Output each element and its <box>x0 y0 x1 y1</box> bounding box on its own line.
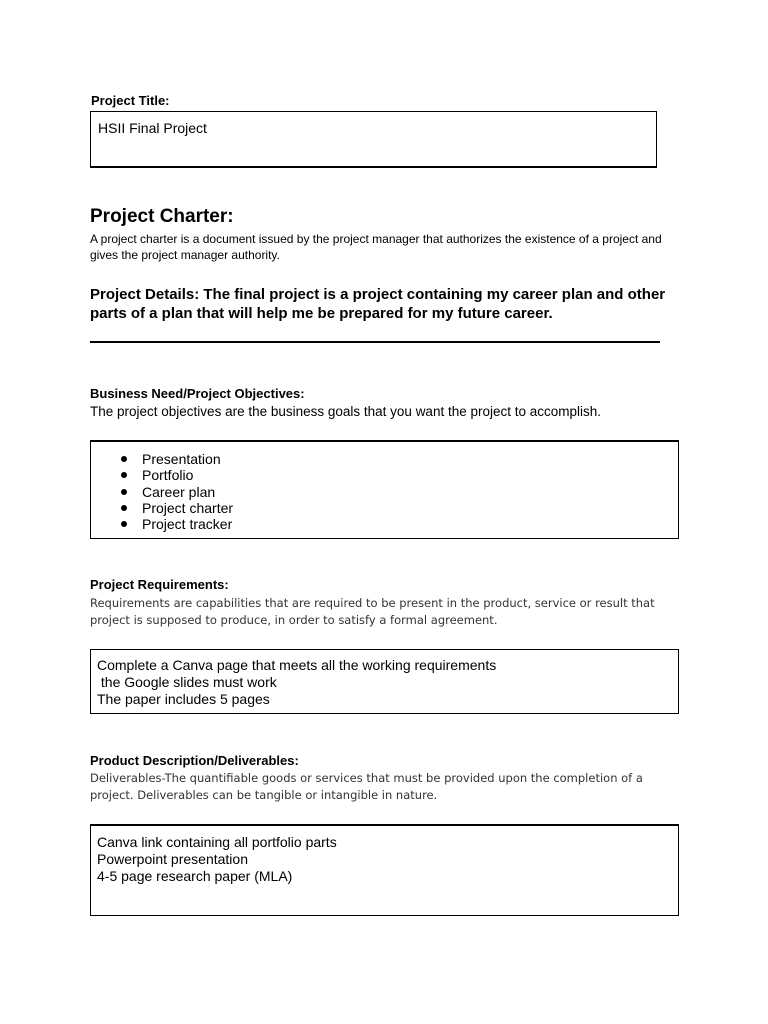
list-item: Career plan <box>91 484 233 500</box>
deliverable-line: Powerpoint presentation <box>97 851 248 867</box>
requirements-box[interactable] <box>90 649 679 714</box>
list-item: Presentation <box>91 451 233 467</box>
objectives-label: Business Need/Project Objectives: <box>90 386 305 401</box>
project-title-box[interactable] <box>90 111 657 168</box>
requirements-lines <box>97 657 496 708</box>
requirement-line: the Google slides must work <box>97 674 277 690</box>
deliverable-line: Canva link containing all portfolio parts <box>97 834 337 850</box>
deliverable-line: 4-5 page research paper (MLA) <box>97 868 293 884</box>
project-title-value: HSII Final Project <box>98 120 207 136</box>
objectives-box[interactable] <box>90 440 679 539</box>
deliverables-lines <box>97 834 337 885</box>
requirements-label: Project Requirements: <box>90 577 229 592</box>
project-title-label: Project Title: <box>91 93 170 108</box>
requirement-line: The paper includes 5 pages <box>97 691 270 707</box>
charter-description: A project charter is a document issued by the project manager that authorizes the existence of a project and gives the project manager authority. <box>90 232 662 262</box>
list-item: Portfolio <box>91 467 233 483</box>
objectives-description: The project objectives are the business goals that you want the project to accomplish. <box>90 404 602 419</box>
deliverables-label: Product Description/Deliverables: <box>90 753 299 768</box>
requirements-description: Requirements are capabilities that are required to be present in the product, service or result that project is supposed to produce, in order to satisfy a formal agreement. <box>90 596 655 627</box>
project-details-line-1: Project Details: The final project is a project containing my career plan and other <box>90 286 666 303</box>
list-item: Project tracker <box>91 516 233 532</box>
project-details-line-2: parts of a plan that will help me be prepared for my future career. <box>90 305 553 322</box>
charter-heading: Project Charter: <box>90 206 234 227</box>
list-item: Project charter <box>91 500 233 516</box>
deliverables-description: Deliverables-The quantifiable goods or services that must be provided upon the completion of a project. Deliverables can be tangible or intangible in nature. <box>90 771 643 802</box>
deliverables-box[interactable] <box>90 824 679 916</box>
objectives-list <box>91 451 233 532</box>
requirement-line: Complete a Canva page that meets all the working requirements <box>97 657 497 673</box>
details-underline <box>90 341 660 343</box>
project-details <box>90 285 730 323</box>
